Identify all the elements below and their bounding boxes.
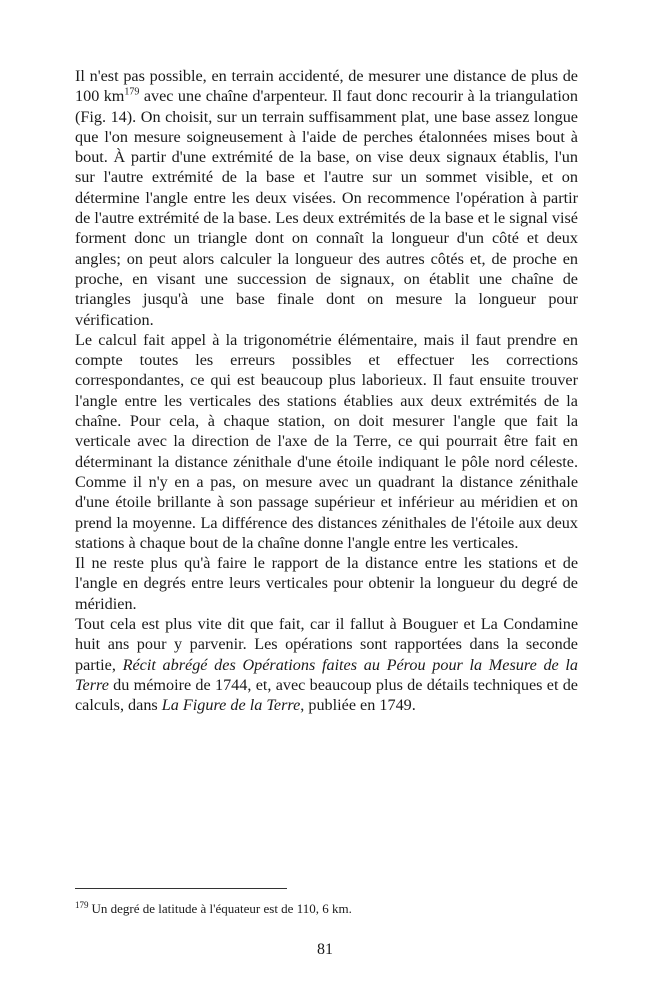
footnote-reference[interactable]: 179 — [124, 86, 140, 98]
footnote-number: 179 — [75, 899, 89, 910]
footnote-text: Un degré de latitude à l'équateur est de 110, 6 km. — [91, 901, 352, 916]
page-number: 81 — [317, 941, 333, 958]
footnote-divider — [75, 888, 287, 889]
page-body — [75, 66, 578, 716]
paragraph-triangulation — [75, 66, 578, 330]
paragraph-ratio: Il ne reste plus qu'à faire le rapport de la distance entre les stations et de l'angle en degrés entre leurs verticales pour obtenir la longueur du degré de méridien. — [75, 554, 578, 613]
paragraph-text: du mémoire de 1744, et, avec beaucoup plus de détails techniques et de calculs, dans — [75, 675, 578, 715]
paragraph-text: Tout cela est plus vite dit que fait, car il fallut à Bouguer et La Condamine huit ans pour y parvenir. Les opérations sont rapportées dans la seconde partie, — [75, 615, 578, 674]
work-title-figure: La Figure de la Terre — [161, 696, 301, 715]
paragraph-text: Il n'est pas possible, en terrain accidenté, de mesurer une distance de plus de 100 km — [75, 67, 578, 106]
footnote — [75, 901, 578, 917]
work-title-recit: Récit abrégé des Opérations faites au Pérou pour la Mesure de la Terre — [75, 655, 578, 694]
paragraph-text: avec une chaîne d'arpenteur. Il faut donc recourir à la triangulation (Fig. 14). On choisit, sur un terrain suffisamment plat, une base assez longue que l'on mesure soigneusement à l'aide de perches étalonnées mises bout à bout. À partir d'une extrémité de la base, on vise deux signaux établis, l'un sur l'autre extrémité de la base et l'autre sur un sommet visible, et on détermine l'angle entre les deux visées. On recommence l'opération à partir de l'autre extrémité de la base. Les deux extrémités de la base et le signal visé forment donc un triangle dont on connaît la longueur d'un côté et deux angles; on peut alors calculer la longueur des autres côtés et, de proche en proche, en visant une succession de signaux, on établit une chaîne de triangles jusqu'à une base finale dont on mesure la longueur pour vérification. — [75, 87, 578, 329]
paragraph-bouguer-la-condamine — [75, 614, 578, 715]
paragraph-text: , publiée en 1749. — [300, 696, 416, 715]
paragraph-calculation: Le calcul fait appel à la trigonométrie élémentaire, mais il faut prendre en compte toutes les erreurs possibles et effectuer les corrections correspondantes, ce qui est beaucoup plus laborieux. Il faut ensuite trouver l'angle entre les verticales des stations établies aux deux extrémités de la chaîne. Pour cela, à chaque station, on doit mesurer l'angle que fait la verticale avec la direction de l'axe de la Terre, ce qui pourrait être fait en déterminant la distance zénithale d'une étoile indiquant le pôle nord céleste. Comme il n'y en a pas, on mesure avec un quadrant la distance zénithale d'une étoile brillante à son passage supérieur et inférieur au méridien et on prend la moyenne. La différence des distances zénithales de l'étoile aux deux stations à chaque bout de la chaîne donne l'angle entre les verticales. — [75, 330, 578, 552]
